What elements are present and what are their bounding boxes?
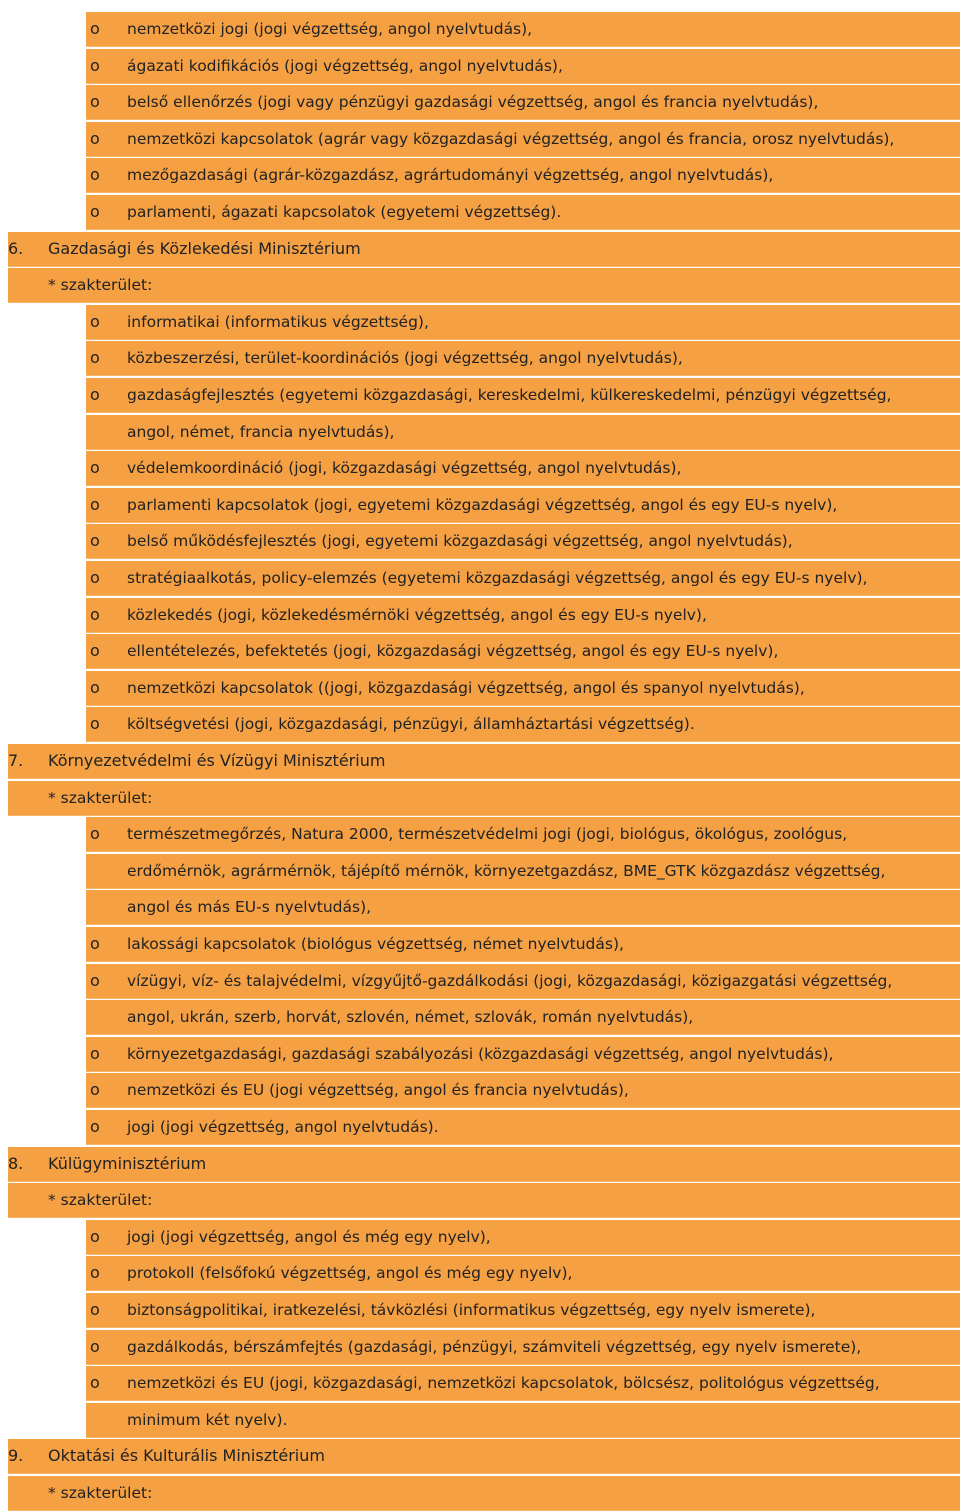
bullet-marker: o	[90, 19, 100, 38]
bullet-marker: o	[90, 1226, 100, 1246]
list-item-text: protokoll (felsőfokú végzettség, angol és még egy nyelv),	[127, 1264, 573, 1283]
list-item-text: informatikai (informatikus végzettség),	[127, 312, 429, 331]
subheading-row	[8, 781, 960, 816]
bullet-marker: o	[90, 641, 100, 661]
list-item-text: parlamenti kapcsolatok (jogi, egyetemi közgazdasági végzettség, angol és egy EU-s nyelv),	[127, 495, 838, 514]
list-item	[86, 85, 960, 120]
subheading-row	[8, 1183, 960, 1218]
list-item-text: gazdaságfejlesztés (egyetemi közgazdasági, kereskedelmi, külkereskedelmi, pénzügyi végzettség,	[127, 386, 892, 404]
ministry-title: Oktatási és Kulturális Minisztérium	[48, 1446, 325, 1466]
bullet-marker: o	[90, 165, 100, 185]
list-item-text: nemzetközi és EU (jogi, közgazdasági, nemzetközi kapcsolatok, bölcsész, politológus végzettség,	[127, 1374, 880, 1393]
list-item	[86, 561, 960, 596]
list-item	[86, 122, 960, 157]
list-item	[86, 1110, 960, 1145]
list-item	[86, 305, 960, 340]
list-item	[86, 195, 960, 230]
list-item-text: belső ellenőrzés (jogi vagy pénzügyi gazdasági végzettség, angol és francia nyelvtudás),	[127, 93, 819, 112]
bullet-marker: o	[90, 92, 100, 112]
list-item	[86, 1256, 960, 1291]
list-item-text: gazdálkodás, bérszámfejtés (gazdasági, pénzügyi, számviteli végzettség, egy nyelv ismerete),	[127, 1337, 862, 1356]
bullet-marker: o	[90, 604, 100, 624]
list-item	[86, 927, 960, 962]
list-item	[86, 1330, 960, 1365]
bullet-marker: o	[90, 385, 100, 404]
bullet-marker: o	[90, 1117, 100, 1136]
list-item	[86, 634, 960, 669]
ministry-heading	[8, 232, 960, 267]
bullet-marker: o	[90, 531, 100, 551]
list-item-continuation	[86, 890, 960, 925]
list-item-text: védelemkoordináció (jogi, közgazdasági végzettség, angol nyelvtudás),	[127, 459, 682, 478]
list-item-text: ágazati kodifikációs (jogi végzettség, angol nyelvtudás),	[127, 56, 563, 75]
list-item	[86, 12, 960, 47]
list-item	[86, 158, 960, 193]
bullet-marker: o	[90, 458, 100, 478]
list-item-continuation-text: angol, ukrán, szerb, horvát, szlovén, német, szlovák, román nyelvtudás),	[127, 1008, 694, 1027]
ministry-heading	[8, 1147, 960, 1182]
bullet-marker: o	[90, 494, 100, 514]
list-item	[86, 1037, 960, 1072]
bullet-marker: o	[90, 1043, 100, 1063]
list-item-text: biztonságpolitikai, iratkezelési, távközlési (informatikus végzettség, egy nyelv ismerete),	[127, 1301, 816, 1319]
bullet-marker: o	[90, 1263, 100, 1283]
list-item-text: nemzetközi kapcsolatok (agrár vagy közgazdasági végzettség, angol és francia, orosz nyelvtudás),	[127, 129, 895, 148]
list-item-continuation	[86, 1000, 960, 1035]
list-item	[86, 598, 960, 633]
subheading-label: * szakterület:	[48, 1191, 153, 1210]
ministry-number: 9.	[8, 1446, 24, 1466]
ministry-title: Gazdasági és Közlekedési Minisztérium	[48, 238, 361, 258]
ministry-number: 6.	[8, 238, 24, 258]
list-item-text: vízügyi, víz- és talajvédelmi, vízgyűjtő-gazdálkodási (jogi, közgazdasági, közigazgatási végzettség,	[127, 971, 893, 990]
bullet-marker: o	[90, 128, 100, 148]
ministry-number: 8.	[8, 1153, 24, 1173]
list-item-text: parlamenti, ágazati kapcsolatok (egyetemi végzettség).	[127, 203, 562, 221]
subheading-row	[8, 1476, 960, 1511]
list-item	[86, 1293, 960, 1328]
bullet-marker: o	[90, 568, 100, 587]
bullet-marker: o	[90, 1300, 100, 1319]
list-item	[86, 451, 960, 486]
bullet-marker: o	[90, 1373, 100, 1393]
list-item-text: költségvetési (jogi, közgazdasági, pénzügyi, államháztartási végzettség).	[127, 715, 695, 734]
list-item-text: ellentételezés, befektetés (jogi, közgazdasági végzettség, angol és egy EU-s nyelv),	[127, 642, 779, 661]
bullet-marker: o	[90, 348, 100, 368]
list-item	[86, 524, 960, 559]
list-item-text: nemzetközi és EU (jogi végzettség, angol és francia nyelvtudás),	[127, 1081, 629, 1100]
list-item-continuation-text: minimum két nyelv).	[127, 1410, 288, 1429]
list-item-continuation-text: angol és más EU-s nyelvtudás),	[127, 898, 372, 917]
bullet-marker: o	[90, 714, 100, 734]
list-item	[86, 378, 960, 413]
list-item-text: közlekedés (jogi, közlekedésmérnöki végzettség, angol és egy EU-s nyelv),	[127, 605, 707, 624]
bullet-marker: o	[90, 934, 100, 953]
list-item-text: természetmegőrzés, Natura 2000, természetvédelmi jogi (jogi, biológus, ökológus, zoológus,	[127, 825, 848, 844]
bullet-marker: o	[90, 1080, 100, 1100]
ministry-title: Külügyminisztérium	[48, 1153, 207, 1173]
bullet-marker: o	[90, 55, 100, 75]
ministry-heading	[8, 744, 960, 779]
list-item-text: közbeszerzési, terület-koordinációs (jogi végzettség, angol nyelvtudás),	[127, 349, 683, 368]
list-item-text: belső működésfejlesztés (jogi, egyetemi közgazdasági végzettség, angol nyelvtudás),	[127, 532, 793, 551]
bullet-marker: o	[90, 1336, 100, 1356]
list-item-text: nemzetközi jogi (jogi végzettség, angol nyelvtudás),	[127, 20, 533, 38]
bullet-marker: o	[90, 970, 100, 990]
ministry-heading	[8, 1439, 960, 1474]
list-item-text: jogi (jogi végzettség, angol nyelvtudás).	[127, 1118, 439, 1136]
list-item	[86, 817, 960, 852]
list-item-text: lakossági kapcsolatok (biológus végzettség, német nyelvtudás),	[127, 935, 624, 953]
list-item	[86, 49, 960, 84]
list-item	[86, 1366, 960, 1401]
list-item	[86, 707, 960, 742]
list-item-continuation-text: angol, német, francia nyelvtudás),	[127, 422, 395, 441]
list-item-continuation	[86, 1403, 960, 1438]
list-item-text: jogi (jogi végzettség, angol és még egy nyelv),	[127, 1227, 491, 1246]
list-item-text: mezőgazdasági (agrár-közgazdász, agrártudományi végzettség, angol nyelvtudás),	[127, 166, 774, 185]
subheading-row	[8, 268, 960, 303]
subheading-label: * szakterület:	[48, 788, 153, 807]
bullet-marker: o	[90, 824, 100, 844]
list-item-text: stratégiaalkotás, policy-elemzés (egyetemi közgazdasági végzettség, angol és egy EU-s nyelv),	[127, 569, 868, 587]
list-item-text: környezetgazdasági, gazdasági szabályozási (közgazdasági végzettség, angol nyelvtudás),	[127, 1044, 834, 1063]
ministry-title: Környezetvédelmi és Vízügyi Minisztérium	[48, 751, 386, 770]
subheading-label: * szakterület:	[48, 1484, 153, 1502]
list-item-continuation	[86, 854, 960, 889]
list-item	[86, 964, 960, 999]
list-item-continuation-text: erdőmérnök, agrármérnök, tájépítő mérnök, környezetgazdász, BME_GTK közgazdász végzettség,	[127, 861, 886, 880]
bullet-marker: o	[90, 202, 100, 221]
list-item	[86, 341, 960, 376]
list-item	[86, 1073, 960, 1108]
list-item-continuation	[86, 415, 960, 450]
bullet-marker: o	[90, 311, 100, 331]
ministry-number: 7.	[8, 751, 24, 770]
list-item-text: nemzetközi kapcsolatok ((jogi, közgazdasági végzettség, angol és spanyol nyelvtudás),	[127, 678, 805, 697]
bullet-marker: o	[90, 677, 100, 697]
list-item	[86, 1220, 960, 1255]
list-item	[86, 671, 960, 706]
subheading-label: * szakterület:	[48, 276, 153, 295]
list-item	[86, 488, 960, 523]
